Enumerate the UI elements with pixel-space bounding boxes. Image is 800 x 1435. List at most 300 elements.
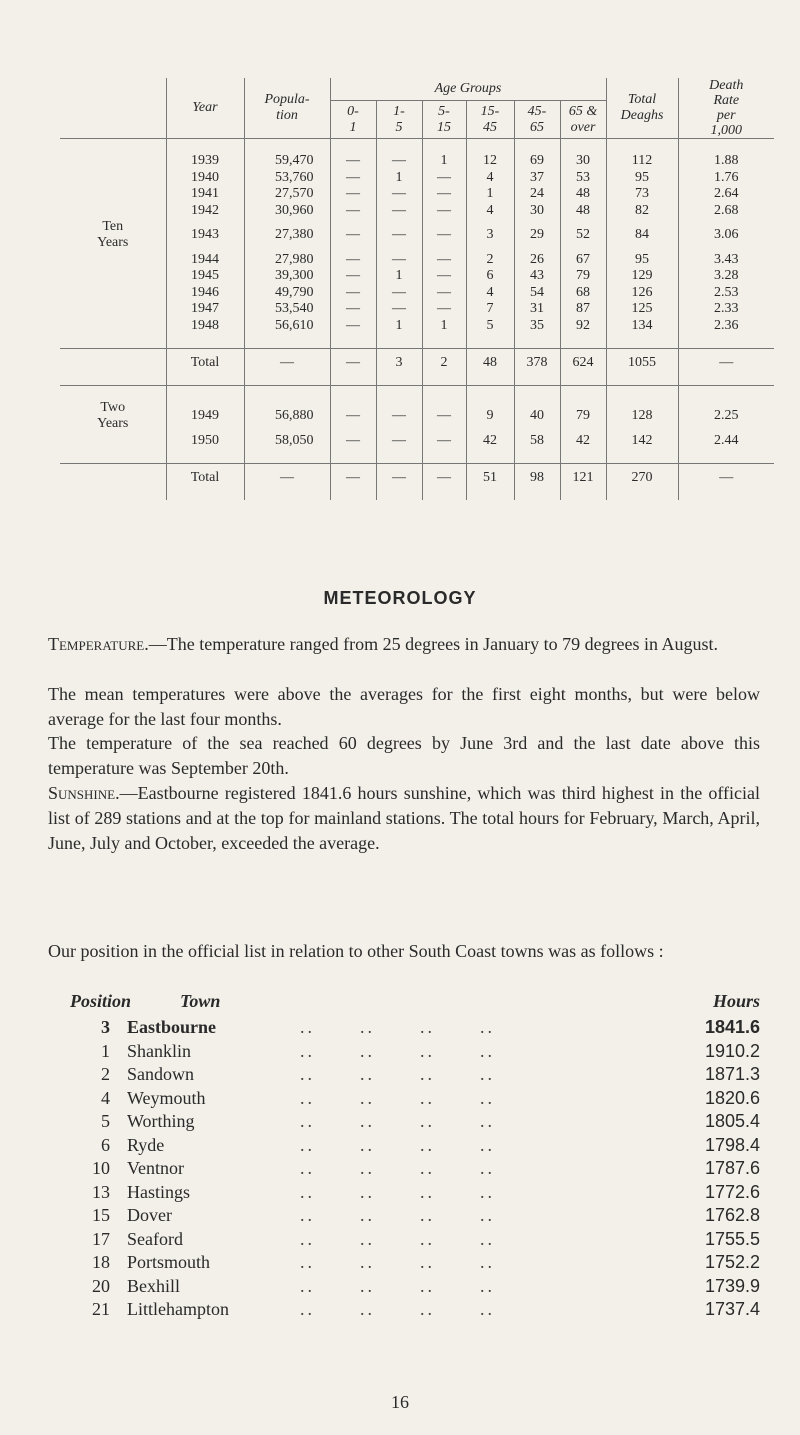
leader-dots: .. .. .. .. xyxy=(300,1252,495,1272)
sunshine-label: Sunshine. xyxy=(48,783,120,803)
leader-dots: .. .. .. .. xyxy=(300,1017,495,1037)
rank-hours: 1787.6 xyxy=(704,1158,760,1178)
spacer-cell xyxy=(560,449,606,464)
spacer-cell xyxy=(376,449,422,464)
table-cell: 3.06 xyxy=(678,219,774,251)
rank-position: 17 xyxy=(92,1228,110,1249)
table-cell: 1 xyxy=(466,186,514,203)
rank-position: 3 xyxy=(101,1017,110,1037)
total-cell: — xyxy=(422,463,466,500)
table-cell: 58 xyxy=(514,432,560,449)
spacer-cell xyxy=(606,386,678,401)
table-cell: — xyxy=(422,268,466,285)
list-item xyxy=(70,1064,760,1088)
table-cell: 12 xyxy=(466,153,514,170)
sunshine-rankings xyxy=(70,991,760,1323)
mortality-table-wrap xyxy=(60,78,774,500)
leader-dots: .. .. .. .. xyxy=(300,1158,495,1178)
rank-hours: 1910.2 xyxy=(704,1040,760,1061)
header-age-col: 5- 15 xyxy=(422,101,466,139)
table-cell: 7 xyxy=(466,301,514,318)
spacer-cell xyxy=(514,334,560,349)
group-label-cell xyxy=(60,153,166,170)
table-cell: — xyxy=(330,203,376,220)
table-row xyxy=(60,318,774,335)
header-town: Town xyxy=(180,991,221,1011)
rank-position: 21 xyxy=(92,1299,110,1319)
sunshine-paragraph xyxy=(48,781,760,856)
total-cell: Total xyxy=(166,349,244,386)
table-cell: 2.33 xyxy=(678,301,774,318)
total-cell: 2 xyxy=(422,349,466,386)
rank-hours: 1737.4 xyxy=(704,1299,760,1319)
rank-position: 15 xyxy=(92,1205,110,1225)
table-cell: 1939 xyxy=(166,153,244,170)
table-cell: 68 xyxy=(560,285,606,302)
rank-town: Portsmouth xyxy=(127,1252,211,1272)
total-cell: — xyxy=(330,463,376,500)
total-cell: Total xyxy=(166,463,244,500)
leader-dots: .. .. .. .. xyxy=(300,1275,495,1296)
spacer-cell xyxy=(560,139,606,154)
leader-dots: .. .. .. .. xyxy=(300,1064,495,1084)
spacer-cell xyxy=(422,386,466,401)
total-row xyxy=(60,463,774,500)
rank-hours: 1772.6 xyxy=(704,1181,760,1202)
table-cell: 3 xyxy=(466,219,514,251)
rank-town: Bexhill xyxy=(127,1275,180,1296)
spacer-cell xyxy=(606,449,678,464)
header-position: Position xyxy=(70,991,132,1011)
total-cell: 1055 xyxy=(606,349,678,386)
table-cell: 2.36 xyxy=(678,318,774,335)
table-cell: 128 xyxy=(606,400,678,432)
header-death-rate: Death Rate per 1,000 xyxy=(678,78,774,139)
table-cell: — xyxy=(376,153,422,170)
table-row xyxy=(60,400,774,432)
spacer-cell xyxy=(678,386,774,401)
table-cell: 48 xyxy=(560,203,606,220)
table-cell: 1.88 xyxy=(678,153,774,170)
table-cell: 54 xyxy=(514,285,560,302)
table-cell: 1950 xyxy=(166,432,244,449)
spacer-cell xyxy=(60,334,166,349)
rank-town: Ryde xyxy=(127,1134,165,1155)
rank-position: 6 xyxy=(101,1134,110,1155)
table-cell: 126 xyxy=(606,285,678,302)
table-cell: — xyxy=(422,219,466,251)
spacer-cell xyxy=(244,449,330,464)
leader-dots: .. .. .. .. xyxy=(300,1205,495,1225)
list-item xyxy=(70,1041,760,1065)
table-cell: 2.25 xyxy=(678,400,774,432)
table-cell: 1943 xyxy=(166,219,244,251)
table-cell: 1 xyxy=(422,153,466,170)
list-item xyxy=(70,1205,760,1229)
mean-temperature-paragraph: The mean temperatures were above the averages for the first eight months, but were below average for the last four months. xyxy=(48,684,760,729)
rank-position: 20 xyxy=(92,1275,110,1296)
table-cell: 6 xyxy=(466,268,514,285)
table-row xyxy=(60,301,774,318)
sea-temperature-paragraph: The temperature of the sea reached 60 degrees by June 3rd and the last date above this temperature was September 20th. xyxy=(48,733,760,778)
total-cell: — xyxy=(678,349,774,386)
table-cell: 1 xyxy=(422,318,466,335)
rank-hours: 1798.4 xyxy=(704,1134,760,1155)
table-cell: 1945 xyxy=(166,268,244,285)
total-cell: 270 xyxy=(606,463,678,500)
leader-dots: .. .. .. .. xyxy=(300,1040,495,1061)
spacer-cell xyxy=(60,386,166,401)
table-cell: 5 xyxy=(466,318,514,335)
rank-position: 18 xyxy=(92,1252,110,1272)
leader-dots: .. .. .. .. xyxy=(300,1299,495,1319)
total-cell: — xyxy=(678,463,774,500)
table-cell: 30 xyxy=(514,203,560,220)
group-label-cell xyxy=(60,318,166,335)
total-cell: 378 xyxy=(514,349,560,386)
spacer-cell xyxy=(330,449,376,464)
table-cell: — xyxy=(376,219,422,251)
table-cell: 53 xyxy=(560,170,606,187)
table-cell: — xyxy=(376,301,422,318)
table-row xyxy=(60,153,774,170)
table-cell: 30 xyxy=(560,153,606,170)
list-item xyxy=(70,1111,760,1135)
table-cell: — xyxy=(422,203,466,220)
rank-hours: 1762.8 xyxy=(704,1205,760,1225)
group-label-cell xyxy=(60,268,166,285)
spacer-cell xyxy=(244,139,330,154)
spacer-cell xyxy=(60,139,166,154)
spacer-cell xyxy=(330,386,376,401)
rank-town: Seaford xyxy=(127,1228,183,1249)
total-cell: 624 xyxy=(560,349,606,386)
group-label: Ten Years xyxy=(97,219,129,251)
table-cell: 67 xyxy=(560,251,606,268)
spacer-cell xyxy=(60,449,166,464)
table-cell: 1 xyxy=(376,318,422,335)
rank-town: Eastbourne xyxy=(127,1017,217,1037)
table-cell: 125 xyxy=(606,301,678,318)
total-cell: — xyxy=(330,349,376,386)
leader-dots: .. .. .. .. xyxy=(300,1111,495,1131)
spacer-cell xyxy=(422,449,466,464)
table-cell: — xyxy=(422,301,466,318)
spacer-cell xyxy=(560,386,606,401)
table-cell: — xyxy=(376,400,422,432)
table-cell: 1949 xyxy=(166,400,244,432)
header-blank xyxy=(60,78,166,139)
table-cell: — xyxy=(376,203,422,220)
spacer-cell xyxy=(166,449,244,464)
group-label: Two Years xyxy=(97,400,129,432)
table-cell: — xyxy=(330,432,376,449)
list-item xyxy=(70,1252,760,1276)
section-title: METEOROLOGY xyxy=(323,588,477,608)
table-cell: — xyxy=(376,432,422,449)
table-cell: — xyxy=(330,268,376,285)
table-row xyxy=(60,170,774,187)
table-cell: — xyxy=(422,432,466,449)
spacer-cell xyxy=(678,334,774,349)
table-cell: 79 xyxy=(560,400,606,432)
table-cell: 1941 xyxy=(166,186,244,203)
rank-position: 2 xyxy=(101,1064,110,1084)
table-row xyxy=(60,432,774,449)
temperature-paragraph xyxy=(48,632,760,657)
rank-hours: 1739.9 xyxy=(704,1275,760,1296)
group-label-cell xyxy=(60,463,166,500)
table-cell: 95 xyxy=(606,251,678,268)
spacer-cell xyxy=(330,139,376,154)
table-cell: 53,540 xyxy=(244,301,330,318)
table-cell: 56,610 xyxy=(244,318,330,335)
leader-dots: .. .. .. .. xyxy=(300,1181,495,1202)
rank-position: 5 xyxy=(101,1111,110,1131)
total-cell: — xyxy=(244,463,330,500)
total-cell: 48 xyxy=(466,349,514,386)
list-item xyxy=(70,1158,760,1182)
spacer-cell xyxy=(466,386,514,401)
table-cell: 1942 xyxy=(166,203,244,220)
rank-hours: 1752.2 xyxy=(704,1252,760,1272)
spacer-cell xyxy=(606,139,678,154)
spacer-cell xyxy=(514,386,560,401)
temperature-label: Temperature. xyxy=(48,634,149,654)
rank-hours: 1755.5 xyxy=(704,1228,760,1249)
sunshine-text: —Eastbourne registered 1841.6 hours sunshine, which was third highest in the official list of 289 stations and at the top for mainland stations. The total hours for February, March, April, June, July and October, exceeded the average. xyxy=(48,783,760,853)
spacer-cell xyxy=(166,334,244,349)
header-age-groups: Age Groups xyxy=(330,78,606,101)
table-cell: — xyxy=(422,400,466,432)
spacer-cell xyxy=(466,139,514,154)
table-row xyxy=(60,186,774,203)
table-cell: — xyxy=(376,251,422,268)
table-cell: 2.44 xyxy=(678,432,774,449)
table-cell: 4 xyxy=(466,203,514,220)
group-label-cell xyxy=(60,251,166,268)
table-cell: 42 xyxy=(560,432,606,449)
group-label-cell xyxy=(60,349,166,386)
group-label-cell xyxy=(60,203,166,220)
spacer-cell xyxy=(244,334,330,349)
total-row xyxy=(60,349,774,386)
table-cell: — xyxy=(330,219,376,251)
spacer-cell xyxy=(422,139,466,154)
table-cell: 49,790 xyxy=(244,285,330,302)
table-cell: 53,760 xyxy=(244,170,330,187)
spacer-cell xyxy=(376,334,422,349)
table-cell: 3.43 xyxy=(678,251,774,268)
table-row xyxy=(60,203,774,220)
rank-town: Shanklin xyxy=(127,1040,192,1061)
header-hours: Hours xyxy=(712,991,760,1011)
table-cell: — xyxy=(376,186,422,203)
table-cell: 39,300 xyxy=(244,268,330,285)
spacer-cell xyxy=(560,334,606,349)
total-cell: 3 xyxy=(376,349,422,386)
table-cell: 2.53 xyxy=(678,285,774,302)
table-cell: 4 xyxy=(466,170,514,187)
table-cell: 35 xyxy=(514,318,560,335)
table-cell: — xyxy=(330,251,376,268)
table-cell: 142 xyxy=(606,432,678,449)
rank-town: Weymouth xyxy=(127,1087,206,1108)
table-cell: 1.76 xyxy=(678,170,774,187)
rankings-header xyxy=(70,991,760,1017)
list-item xyxy=(70,1182,760,1206)
table-cell: — xyxy=(330,400,376,432)
table-cell: 69 xyxy=(514,153,560,170)
rank-town: Sandown xyxy=(127,1064,194,1084)
header-age-col: 15- 45 xyxy=(466,101,514,139)
table-row xyxy=(60,219,774,251)
total-cell: — xyxy=(376,463,422,500)
total-cell: — xyxy=(244,349,330,386)
temperature-text: —The temperature ranged from 25 degrees in January to 79 degrees in August. xyxy=(148,634,719,654)
list-item xyxy=(70,1276,760,1300)
position-paragraph: Our position in the official list in relation to other South Coast towns was as follows : xyxy=(48,941,664,961)
table-cell: — xyxy=(422,186,466,203)
spacer-cell xyxy=(466,334,514,349)
table-cell: 26 xyxy=(514,251,560,268)
spacer-cell xyxy=(514,139,560,154)
table-row xyxy=(60,268,774,285)
table-cell: 82 xyxy=(606,203,678,220)
table-cell: 29 xyxy=(514,219,560,251)
table-cell: 37 xyxy=(514,170,560,187)
mortality-table xyxy=(60,78,774,500)
rank-hours: 1871.3 xyxy=(704,1064,760,1084)
table-cell: 1 xyxy=(376,170,422,187)
list-item xyxy=(70,1229,760,1253)
table-cell: — xyxy=(422,285,466,302)
table-cell: 48 xyxy=(560,186,606,203)
table-cell: 59,470 xyxy=(244,153,330,170)
rank-town: Hastings xyxy=(127,1181,190,1202)
header-age-col: 0- 1 xyxy=(330,101,376,139)
page-number: 16 xyxy=(391,1392,409,1412)
list-item xyxy=(70,1299,760,1323)
group-label-cell xyxy=(60,285,166,302)
spacer-cell xyxy=(606,334,678,349)
table-cell: 73 xyxy=(606,186,678,203)
table-cell: 134 xyxy=(606,318,678,335)
rank-position: 1 xyxy=(101,1040,110,1061)
table-cell: 84 xyxy=(606,219,678,251)
table-cell: 4 xyxy=(466,285,514,302)
table-cell: 40 xyxy=(514,400,560,432)
rank-position: 10 xyxy=(92,1158,110,1178)
rank-position: 4 xyxy=(101,1087,110,1108)
table-cell: 112 xyxy=(606,153,678,170)
table-cell: 31 xyxy=(514,301,560,318)
table-cell: — xyxy=(376,285,422,302)
table-cell: — xyxy=(330,186,376,203)
list-item xyxy=(70,1017,760,1041)
table-cell: 27,380 xyxy=(244,219,330,251)
table-cell: 56,880 xyxy=(244,400,330,432)
rank-hours: 1820.6 xyxy=(704,1087,760,1108)
header-age-col: 45- 65 xyxy=(514,101,560,139)
table-cell: 1940 xyxy=(166,170,244,187)
table-cell: 42 xyxy=(466,432,514,449)
table-row xyxy=(60,251,774,268)
table-cell: 1948 xyxy=(166,318,244,335)
spacer-cell xyxy=(330,334,376,349)
spacer-cell xyxy=(166,139,244,154)
header-population: Popula- tion xyxy=(244,78,330,139)
header-total-deaths: Total Deaghs xyxy=(606,78,678,139)
list-item xyxy=(70,1135,760,1159)
table-cell: 129 xyxy=(606,268,678,285)
spacer-cell xyxy=(244,386,330,401)
spacer-cell xyxy=(678,139,774,154)
group-label-cell xyxy=(60,170,166,187)
group-label-cell xyxy=(60,432,166,449)
table-cell: 1946 xyxy=(166,285,244,302)
table-cell: 92 xyxy=(560,318,606,335)
table-cell: 79 xyxy=(560,268,606,285)
table-cell: 3.28 xyxy=(678,268,774,285)
table-cell: 30,960 xyxy=(244,203,330,220)
table-cell: — xyxy=(330,318,376,335)
total-cell: 51 xyxy=(466,463,514,500)
rank-hours: 1805.4 xyxy=(704,1111,760,1131)
table-cell: 9 xyxy=(466,400,514,432)
table-cell: 1947 xyxy=(166,301,244,318)
spacer-cell xyxy=(376,386,422,401)
rank-position: 13 xyxy=(92,1181,110,1202)
rank-town: Littlehampton xyxy=(127,1299,229,1319)
rank-town: Ventnor xyxy=(127,1158,184,1178)
group-label-cell xyxy=(60,186,166,203)
leader-dots: .. .. .. .. xyxy=(300,1087,495,1108)
table-cell: — xyxy=(330,301,376,318)
leader-dots: .. .. .. .. xyxy=(300,1134,495,1155)
rank-hours: 1841.6 xyxy=(704,1017,760,1037)
table-cell: 27,980 xyxy=(244,251,330,268)
header-year: Year xyxy=(166,78,244,139)
group-label-cell xyxy=(60,301,166,318)
spacer-cell xyxy=(422,334,466,349)
table-cell: 43 xyxy=(514,268,560,285)
table-cell: — xyxy=(422,170,466,187)
table-cell: — xyxy=(330,170,376,187)
header-age-col: 65 & over xyxy=(560,101,606,139)
table-cell: 58,050 xyxy=(244,432,330,449)
table-cell: 1944 xyxy=(166,251,244,268)
spacer-cell xyxy=(678,449,774,464)
table-cell: 52 xyxy=(560,219,606,251)
table-cell: 1 xyxy=(376,268,422,285)
rank-town: Worthing xyxy=(127,1111,195,1131)
leader-dots: .. .. .. .. xyxy=(300,1228,495,1249)
spacer-cell xyxy=(466,449,514,464)
table-cell: 27,570 xyxy=(244,186,330,203)
total-cell: 98 xyxy=(514,463,560,500)
total-cell: 121 xyxy=(560,463,606,500)
table-cell: 24 xyxy=(514,186,560,203)
spacer-cell xyxy=(166,386,244,401)
table-cell: 2.64 xyxy=(678,186,774,203)
header-age-col: 1- 5 xyxy=(376,101,422,139)
table-cell: — xyxy=(330,285,376,302)
rank-town: Dover xyxy=(127,1205,172,1225)
spacer-cell xyxy=(514,449,560,464)
table-cell: 95 xyxy=(606,170,678,187)
list-item xyxy=(70,1088,760,1112)
